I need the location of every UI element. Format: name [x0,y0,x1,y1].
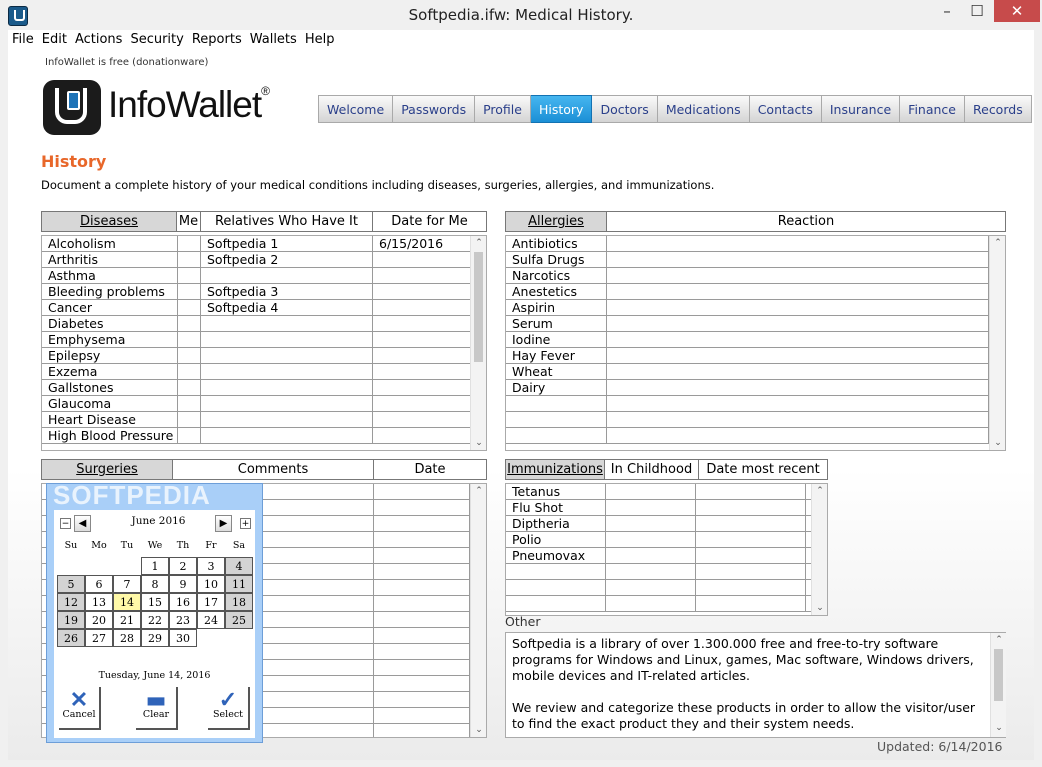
immunization-cell[interactable] [606,548,696,563]
registered-mark: ® [261,84,269,98]
disease-cell[interactable]: Softpedia 3 [201,284,373,299]
disease-row[interactable] [42,412,470,428]
disease-cell[interactable]: Softpedia 1 [201,236,373,251]
disease-cell[interactable]: Heart Disease [42,412,178,427]
disease-cell[interactable] [201,380,373,395]
updated-status: Updated: 6/14/2016 [877,739,1003,754]
disease-cell[interactable] [373,284,471,299]
immunization-cell[interactable] [606,564,696,579]
disease-row[interactable] [42,380,470,396]
allergy-cell[interactable] [607,364,989,379]
tab-doctors[interactable]: Doctors [592,95,657,123]
allergy-cell[interactable] [607,412,989,427]
surgery-cell[interactable] [374,628,470,643]
disease-cell[interactable] [178,364,201,379]
immunization-row[interactable] [506,596,811,612]
surgery-cell[interactable] [374,532,470,547]
calendar-month: June 2016 [131,515,186,527]
calendar-day[interactable]: 15 [141,593,169,611]
calendar-day[interactable]: 5 [57,575,85,593]
immunization-cell[interactable] [506,564,606,579]
disease-cell[interactable]: Diabetes [42,316,178,331]
immunization-cell[interactable] [696,564,806,579]
weekday-label: Sa [232,540,246,551]
calendar-day[interactable]: 30 [169,629,197,647]
disease-cell[interactable]: Epilepsy [42,348,178,363]
calendar-day[interactable]: 28 [113,629,141,647]
calendar-day[interactable]: 10 [197,575,225,593]
allergies-header[interactable]: Allergies [505,211,607,232]
page-title: History [41,152,107,171]
calendar-day[interactable]: 18 [225,593,253,611]
allergy-row[interactable] [506,428,989,444]
menu-security[interactable]: Security [130,32,184,47]
minimize-button[interactable]: – [943,2,951,20]
allergy-cell[interactable] [506,428,607,443]
menu-file[interactable]: File [12,32,34,47]
allergy-cell[interactable]: Anestetics [506,284,607,299]
disease-cell[interactable] [178,236,201,251]
allergy-row[interactable] [506,364,989,380]
surgery-cell[interactable] [374,644,470,659]
disease-scrollbar[interactable] [470,236,486,450]
surgery-cell[interactable] [374,580,470,595]
weekday-label: Fr [205,540,217,551]
allergy-cell[interactable] [506,396,607,411]
disease-cell[interactable]: Emphysema [42,332,178,347]
disease-cell[interactable] [373,364,471,379]
disease-row[interactable] [42,332,470,348]
disease-cell[interactable]: 6/15/2016 [373,236,471,251]
calendar-day[interactable]: 9 [169,575,197,593]
tab-welcome[interactable]: Welcome [318,95,393,123]
clear-minus-icon: ▬ [145,687,167,713]
disease-cell[interactable] [373,428,471,443]
calendar-day[interactable]: 26 [57,629,85,647]
menu-reports[interactable]: Reports [191,32,242,47]
allergy-cell[interactable] [607,332,989,347]
immunization-cell[interactable] [696,516,806,531]
menu-wallets[interactable]: Wallets [249,32,297,47]
window-title: Softpedia.ifw: Medical History. [408,6,634,24]
allergy-cell[interactable]: Aspirin [506,300,607,315]
disease-cell[interactable]: Gallstones [42,380,178,395]
immunization-cell[interactable] [606,500,696,515]
disease-cell[interactable] [373,316,471,331]
weekday-label: Tu [120,540,134,551]
disease-cell[interactable] [373,380,471,395]
calendar-day[interactable]: 22 [141,611,169,629]
allergy-cell[interactable]: Hay Fever [506,348,607,363]
scroll-down-icon[interactable]: ⌄ [475,438,483,448]
immunization-cell[interactable] [606,532,696,547]
immunization-row[interactable] [506,532,811,548]
logo-text [108,84,269,126]
disease-cell[interactable] [201,316,373,331]
surgery-cell[interactable] [374,676,470,691]
collapse-icon[interactable]: − [61,519,70,529]
section-tabs [318,95,1032,125]
in-childhood-header[interactable]: In Childhood [604,459,699,480]
disease-cell[interactable]: Asthma [42,268,178,283]
allergy-cell[interactable]: Narcotics [506,268,607,283]
surgery-cell[interactable] [374,564,470,579]
tab-passwords[interactable]: Passwords [393,95,475,123]
disease-cell[interactable] [373,332,471,347]
immunization-cell[interactable] [606,596,696,611]
diseases-grid[interactable] [41,235,487,451]
date-for-me-header[interactable]: Date for Me [372,211,487,232]
surgery-cell[interactable] [374,660,470,675]
immunization-cell[interactable] [696,484,806,499]
scroll-up-icon[interactable]: ⌃ [475,238,483,248]
surgeries-header[interactable]: Surgeries [41,459,173,480]
scroll-up-icon[interactable]: ⌃ [995,635,1003,645]
disease-cell[interactable]: Softpedia 4 [201,300,373,315]
scroll-down-icon[interactable]: ⌄ [816,603,824,613]
menu-actions[interactable]: Actions [74,32,123,47]
calendar-day[interactable]: 14 [113,593,141,611]
disease-cell[interactable] [373,268,471,283]
immunization-cell[interactable] [696,500,806,515]
immunization-cell[interactable] [696,580,806,595]
surgery-cell[interactable] [374,692,470,707]
select-label: Select [213,709,243,720]
calendar-day[interactable]: 13 [85,593,113,611]
allergy-cell[interactable]: Antibiotics [506,236,607,251]
allergy-cell[interactable] [607,396,989,411]
donation-note: InfoWallet is free (donationware) [45,57,209,68]
surgery-cell[interactable] [374,596,470,611]
immunization-row[interactable] [506,548,811,564]
calendar-day[interactable]: 6 [85,575,113,593]
disease-cell[interactable] [178,396,201,411]
allergy-cell[interactable] [607,268,989,283]
allergy-cell[interactable] [607,380,989,395]
surgery-cell[interactable] [374,708,470,723]
scroll-up-icon[interactable]: ⌃ [994,238,1002,248]
diseases-header[interactable]: Diseases [41,211,177,232]
disease-row[interactable] [42,300,470,316]
disease-cell[interactable] [201,332,373,347]
scroll-thumb[interactable] [474,252,483,362]
allergy-row[interactable] [506,412,989,428]
disease-cell[interactable] [178,316,201,331]
other-notes-text: Softpedia is a library of over 1.300.000 free and free-to-try software programs for Windows and Linux, games, Mac software, Windows drivers, mobile devices and IT-related articles. We review and categorize these products in order to allow the visitor/user to find the exact product they and their system needs. [512,636,976,731]
allergy-cell[interactable] [607,252,989,267]
calendar-day[interactable]: 16 [169,593,197,611]
scroll-up-icon[interactable]: ⌃ [816,486,824,496]
tab-finance[interactable]: Finance [900,95,965,123]
menu-edit[interactable]: Edit [41,32,67,47]
cancel-label: Cancel [62,709,96,720]
tab-profile[interactable]: Profile [475,95,531,123]
allergy-row[interactable] [506,332,989,348]
calendar-day[interactable]: 11 [225,575,253,593]
disease-cell[interactable]: Cancer [42,300,178,315]
calendar-day[interactable]: 20 [85,611,113,629]
allergy-row[interactable] [506,316,989,332]
reaction-header[interactable]: Reaction [606,211,1006,232]
disease-cell[interactable]: High Blood Pressure [42,428,178,443]
immunization-cell[interactable]: Polio [506,532,606,547]
calendar-day[interactable]: 4 [225,557,253,575]
select-button[interactable] [208,687,250,730]
disease-cell[interactable] [178,428,201,443]
other-notes-scrollbar[interactable] [990,633,1006,737]
allergy-row[interactable] [506,300,989,316]
weekday-label: Mo [91,540,107,551]
immunization-scrollbar[interactable] [811,484,827,615]
disease-cell[interactable] [178,268,201,283]
disease-cell[interactable] [178,284,201,299]
immunization-cell[interactable] [696,532,806,547]
immunization-cell[interactable] [606,580,696,595]
allergy-scrollbar[interactable] [989,236,1005,450]
allergy-row[interactable] [506,348,989,364]
calendar-day[interactable]: 7 [113,575,141,593]
surgery-scrollbar[interactable] [470,484,486,737]
calendar-day[interactable]: 3 [197,557,225,575]
scroll-down-icon[interactable]: ⌄ [995,723,1003,733]
immunization-row[interactable] [506,564,811,580]
allergy-cell[interactable] [607,236,989,251]
prev-month-button[interactable]: ◀ [74,515,91,532]
menu-help[interactable]: Help [304,32,335,47]
expand-icon[interactable]: + [241,519,250,529]
disease-cell[interactable] [201,364,373,379]
immunization-cell[interactable]: Pneumovax [506,548,606,563]
allergy-cell[interactable]: Iodine [506,332,607,347]
disease-row[interactable] [42,284,470,300]
immunization-row[interactable] [506,516,811,532]
calendar-day[interactable]: 12 [57,593,85,611]
allergy-cell[interactable]: Serum [506,316,607,331]
disease-cell[interactable] [178,348,201,363]
tab-insurance[interactable]: Insurance [822,95,900,123]
clear-button[interactable] [136,687,178,730]
disease-row[interactable] [42,316,470,332]
disease-cell[interactable]: Exzema [42,364,178,379]
disease-cell[interactable]: Bleeding problems [42,284,178,299]
allergy-row[interactable] [506,268,989,284]
surgery-cell[interactable] [374,724,470,738]
cancel-x-icon: ✕ [69,687,89,713]
softpedia-watermark: SOFTPEDIA [53,480,211,510]
cancel-button[interactable] [59,687,101,730]
calendar-day[interactable]: 19 [57,611,85,629]
next-month-button[interactable]: ▶ [215,515,232,532]
weekday-label: Su [64,540,78,551]
disease-cell[interactable] [201,412,373,427]
disease-cell[interactable] [178,380,201,395]
immunization-cell[interactable] [506,580,606,595]
infowallet-logo-icon [43,80,101,135]
scroll-thumb[interactable] [994,649,1003,701]
immunization-cell[interactable]: Flu Shot [506,500,606,515]
disease-cell[interactable] [178,300,201,315]
logo-name: InfoWallet [108,84,262,125]
allergy-cell[interactable] [607,316,989,331]
page-description: Document a complete history of your medical conditions including diseases, surgeries, allergies, and immunizations. [41,178,715,192]
surgery-cell[interactable] [374,612,470,627]
immunization-cell[interactable] [696,548,806,563]
disease-row[interactable] [42,236,470,252]
surgery-cell[interactable] [374,516,470,531]
disease-row[interactable] [42,268,470,284]
disease-cell[interactable]: Alcoholism [42,236,178,251]
calendar-day[interactable]: 29 [141,629,169,647]
clear-label: Clear [142,709,170,720]
immunization-cell[interactable] [696,596,806,611]
title-bar [0,0,1042,30]
disease-row[interactable] [42,428,470,444]
disease-cell[interactable]: Glaucoma [42,396,178,411]
allergy-cell[interactable] [607,300,989,315]
surgery-cell[interactable] [374,548,470,563]
immunization-cell[interactable] [506,596,606,611]
immunizations-header[interactable]: Immunizations [505,459,605,480]
tab-contacts[interactable]: Contacts [750,95,822,123]
other-label: Other [505,614,541,629]
date-most-recent-header[interactable]: Date most recent [698,459,828,480]
disease-cell[interactable] [201,396,373,411]
calendar-day[interactable]: 25 [225,611,253,629]
immunization-cell[interactable]: Diptheria [506,516,606,531]
disease-cell[interactable] [201,268,373,283]
immunization-cell[interactable]: Tetanus [506,484,606,499]
disease-row[interactable] [42,252,470,268]
disease-cell[interactable] [201,348,373,363]
calendar-body [54,510,255,738]
calendar-day[interactable]: 17 [197,593,225,611]
calendar-day[interactable]: 1 [141,557,169,575]
selected-date: Tuesday, June 14, 2016 [98,670,211,681]
surgery-date-header[interactable]: Date [373,459,487,480]
allergies-grid[interactable] [505,235,1006,451]
relatives-header[interactable]: Relatives Who Have It [200,211,373,232]
comments-header[interactable]: Comments [172,459,374,480]
calendar-day[interactable]: 2 [169,557,197,575]
allergy-row[interactable] [506,380,989,396]
allergy-row[interactable] [506,252,989,268]
disease-cell[interactable] [201,428,373,443]
disease-cell[interactable] [178,412,201,427]
weekday-label: Th [176,540,190,551]
calendar-day[interactable]: 23 [169,611,197,629]
disease-row[interactable] [42,364,470,380]
tab-history[interactable]: History [531,95,592,123]
allergy-row[interactable] [506,396,989,412]
weekday-label: We [147,540,163,551]
other-notes-textarea[interactable] [505,632,1006,738]
allergy-row[interactable] [506,284,989,300]
surgery-cell[interactable] [374,500,470,515]
immunization-cell[interactable] [606,516,696,531]
immunization-row[interactable] [506,484,811,500]
scroll-up-icon[interactable]: ⌃ [475,486,483,496]
menu-bar [8,30,345,52]
allergy-row[interactable] [506,236,989,252]
allergy-cell[interactable]: Dairy [506,380,607,395]
immunization-cell[interactable] [606,484,696,499]
allergy-cell[interactable]: Sulfa Drugs [506,252,607,267]
date-picker-popup[interactable] [46,480,263,743]
disease-row[interactable] [42,396,470,412]
disease-cell[interactable]: Arthritis [42,252,178,267]
disease-cell[interactable] [178,252,201,267]
close-button[interactable]: ✕ [994,0,1040,22]
scroll-down-icon[interactable]: ⌄ [994,438,1002,448]
calendar-day[interactable]: 24 [197,611,225,629]
maximize-button[interactable]: ☐ [970,2,984,20]
me-header[interactable]: Me [176,211,201,232]
disease-cell[interactable]: Softpedia 2 [201,252,373,267]
tab-records[interactable]: Records [965,95,1032,123]
calendar-day[interactable]: 21 [113,611,141,629]
immunization-row[interactable] [506,580,811,596]
allergy-cell[interactable]: Wheat [506,364,607,379]
calendar-day[interactable]: 27 [85,629,113,647]
immunizations-grid[interactable] [505,483,828,616]
select-check-icon: ✓ [218,687,238,713]
immunization-row[interactable] [506,500,811,516]
disease-row[interactable] [42,348,470,364]
disease-cell[interactable] [178,332,201,347]
allergy-cell[interactable] [607,284,989,299]
calendar-day[interactable]: 8 [141,575,169,593]
allergy-cell[interactable] [506,412,607,427]
disease-cell[interactable] [373,348,471,363]
disease-cell[interactable] [373,252,471,267]
disease-cell[interactable] [373,412,471,427]
scroll-down-icon[interactable]: ⌄ [475,725,483,735]
allergy-cell[interactable] [607,348,989,363]
allergy-cell[interactable] [607,428,989,443]
tab-medications[interactable]: Medications [658,95,750,123]
disease-cell[interactable] [373,396,471,411]
disease-cell[interactable] [373,300,471,315]
surgery-cell[interactable] [374,484,470,499]
